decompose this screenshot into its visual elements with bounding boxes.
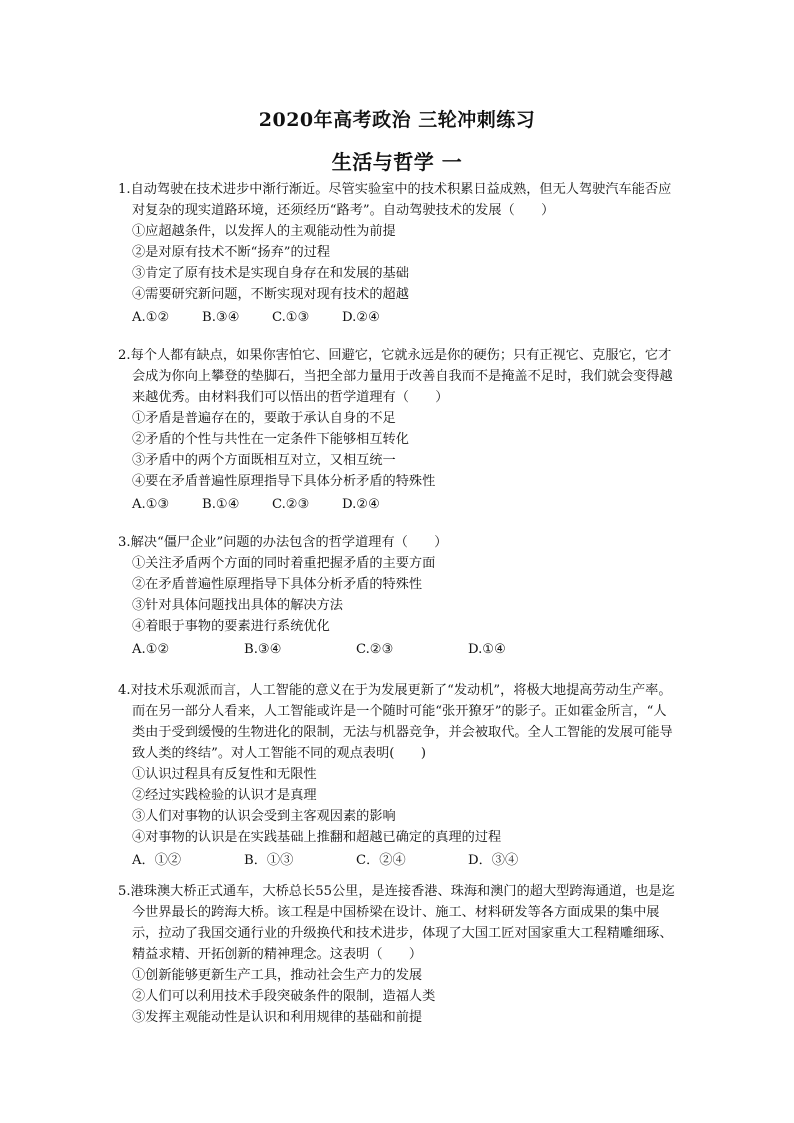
option-3: ③人们对事物的认识会受到主客观因素的影响 (132, 809, 396, 824)
question-3 (118, 532, 678, 660)
question-stem: 4.对技术乐观派而言，人工智能的意义在于为发展更新了“发动机”，将极大地提高劳动生产率。而在另一部分人看来，人工智能或许是一个随时可能“张开獠牙”的影子。正如霍金所言，“人类由于受到缓慢的生物进化的限制，无法与机器竞争，并会被取代。全人工智能的发展可能导致人类的终结”。对人工智能不同的观点表明( ) (118, 683, 673, 761)
answer-a: A.①② (132, 642, 170, 657)
answer-c: C.①③ (272, 310, 310, 325)
option-3: ③发挥主观能动性是认识和利用规律的基础和前提 (132, 1010, 423, 1025)
question-2 (118, 345, 678, 515)
option-2: ②在矛盾普遍性原理指导下具体分析矛盾的特殊性 (132, 577, 423, 592)
answer-c: C.②③ (272, 497, 310, 512)
option-4: ④对事物的认识是在实践基础上推翻和超越已确定的真理的过程 (132, 830, 502, 845)
page-title: 2020年高考政治 三轮冲刺练习 (258, 109, 536, 131)
question-1 (118, 179, 678, 328)
answer-a: A.①② (132, 310, 170, 325)
answer-d: D．③④ (468, 853, 519, 868)
page-subtitle: 生活与哲学 一 (331, 150, 463, 174)
question-5 (118, 881, 678, 1028)
option-3: ③针对具体问题找出具体的解决方法 (132, 598, 343, 613)
question-stem: 1.自动驾驶在技术进步中渐行渐近。尽管实验室中的技术积累日益成熟，但无人驾驶汽车能否应对复杂的现实道路环境，还须经历“路考”。自动驾驶技术的发展（ ） (118, 182, 672, 218)
option-1: ①创新能够更新生产工具，推动社会生产力的发展 (132, 968, 423, 983)
answer-choices (118, 494, 678, 515)
option-1: ①认识过程具有反复性和无限性 (132, 767, 317, 782)
option-2: ②人们可以利用技术手段突破条件的限制，造福人类 (132, 989, 436, 1004)
answer-choices (118, 307, 678, 328)
answer-d: D.②④ (342, 497, 380, 512)
answer-d: D.②④ (342, 310, 380, 325)
option-1: ①关注矛盾两个方面的同时着重把握矛盾的主要方面 (132, 556, 436, 571)
option-3: ③肯定了原有技术是实现自身存在和发展的基础 (132, 266, 409, 281)
answer-c: C．②④ (356, 853, 406, 868)
question-stem: 5.港珠澳大桥正式通车，大桥总长55公里，是连接香港、珠海和澳门的超大型跨海通道，也是迄今世界最长的跨海大桥。该工程是中国桥梁在设计、施工、材料研发等各方面成果的集中展示，拉动了我国交通行业的升级换代和技术进步，体现了大国工匠对国家重大工程精雕细琢、精益求精、开拓创新的精神理念。这表明（ ） (118, 884, 675, 962)
option-2: ②经过实践检验的认识才是真理 (132, 788, 317, 803)
option-3: ③矛盾中的两个方面既相互对立，又相互统一 (132, 453, 396, 468)
answer-choices (118, 850, 678, 871)
question-stem: 3.解决“僵尸企业”问题的办法包含的哲学道理有（ ） (118, 535, 448, 550)
option-4: ④要在矛盾普遍性原理指导下具体分析矛盾的特殊性 (132, 474, 436, 489)
answer-choices (118, 639, 678, 660)
answer-b: B.①④ (202, 497, 240, 512)
answer-d: D.①④ (468, 642, 506, 657)
answer-b: B.③④ (244, 642, 282, 657)
question-4 (118, 680, 678, 871)
option-1: ①矛盾是普遍存在的，要敢于承认自身的不足 (132, 411, 396, 426)
option-4: ④着眼于事物的要素进行系统优化 (132, 619, 330, 634)
answer-c: C.②③ (356, 642, 394, 657)
option-4: ④需要研究新问题，不断实现对现有技术的超越 (132, 287, 409, 302)
answer-b: B.③④ (202, 310, 240, 325)
option-2: ②矛盾的个性与共性在一定条件下能够相互转化 (132, 432, 409, 447)
option-2: ②是对原有技术不断“扬弃”的过程 (132, 245, 331, 260)
answer-b: B．①③ (244, 853, 294, 868)
question-stem: 2.每个人都有缺点，如果你害怕它、回避它，它就永远是你的硬伤；只有正视它、克服它，它才会成为你向上攀登的垫脚石，当把全部力量用于改善自我而不是掩盖不足时，我们就会变得越来越优秀。由材料我们可以悟出的哲学道理有（ ） (118, 348, 673, 405)
answer-a: A.①③ (132, 497, 170, 512)
option-1: ①应超越条件，以发挥人的主观能动性为前提 (132, 224, 396, 239)
answer-a: A．①② (132, 853, 182, 868)
